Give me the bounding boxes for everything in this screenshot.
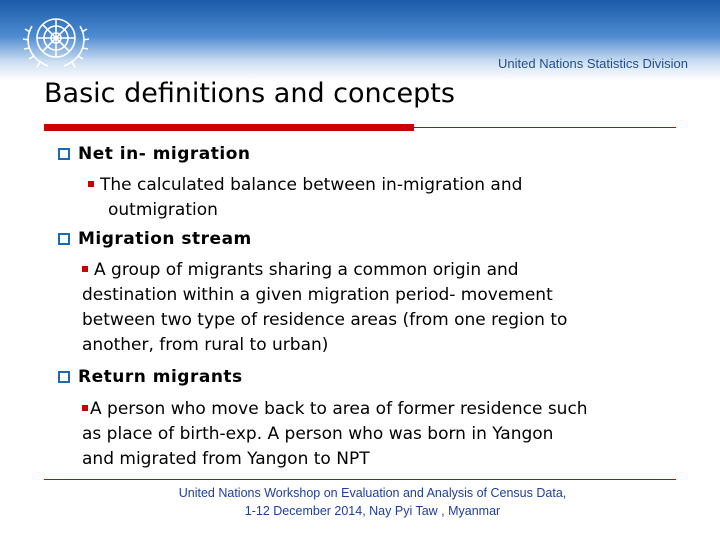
footer (0, 484, 720, 520)
title-underline-bar (44, 124, 414, 131)
item-text: A person who move back to area of former residence such as place of birth-exp. A person who was born in Yangon and migrated from Yangon to NPT (82, 399, 588, 469)
item-text: The calculated balance between in-migration and outmigration (88, 173, 522, 223)
square-bullet-icon (58, 371, 70, 383)
item-heading: Return migrants (58, 367, 243, 387)
un-emblem-icon (18, 6, 94, 74)
square-bullet-icon (58, 148, 70, 160)
footer-line-2: 1-12 December 2014, Nay Pyi Taw , Myanmar (244, 504, 501, 518)
division-name: United Nations Statistics Division (498, 56, 689, 71)
footer-line-1: United Nations Workshop on Evaluation and Analysis of Census Data, (178, 486, 567, 500)
bullet-icon (82, 405, 88, 411)
square-bullet-icon (58, 233, 70, 245)
bullet-icon (88, 181, 94, 187)
item-text: A group of migrants sharing a common origin and destination within a given migration period- movement between two type of residence areas (from one region to another, from rural to urban) (82, 260, 568, 355)
slide-title: Basic definitions and concepts (44, 78, 455, 109)
item-heading: Migration stream (58, 229, 252, 249)
item-heading: Net in- migration (58, 144, 251, 164)
bullet-icon (82, 266, 88, 272)
title-underline-thin (414, 127, 676, 128)
footer-divider (44, 479, 676, 480)
